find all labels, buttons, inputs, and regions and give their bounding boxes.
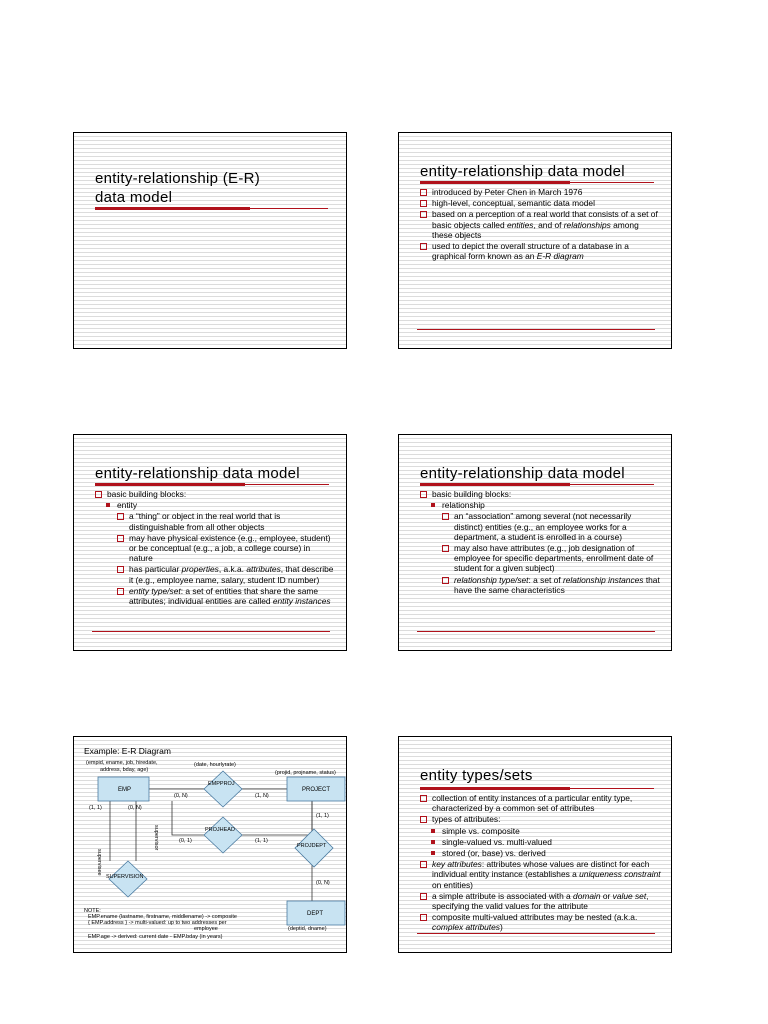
sub-bullet: simple vs. composite <box>420 826 661 836</box>
bullet: based on a perception of a real world that consists of a set of basic objects called entities, and of relationships among these objects <box>420 209 661 240</box>
relationship-empproj <box>204 771 242 807</box>
title-underline <box>420 787 570 790</box>
bullet: collection of entity instances of a particular entity type, characterized by a common set of attributes <box>420 793 661 813</box>
role-supervisor: supervisor <box>153 825 159 851</box>
bullet: composite multi-valued attributes may be nested (a.k.a. complex attributes) <box>420 912 661 932</box>
note-line: employee <box>194 926 218 932</box>
slide-title: entity-relationship data model <box>95 465 300 482</box>
diagram-title: Example: E-R Diagram <box>84 746 171 756</box>
bullet-list <box>420 187 661 262</box>
cardinality: (1, 1) <box>316 813 329 819</box>
bullet: used to depict the overall structure of a database in a graphical form known as an E-R diagram <box>420 241 661 261</box>
slide-intro <box>398 132 672 349</box>
emp-attributes: (empid, ename, job, hiredate, <box>86 760 158 766</box>
relationship-supervision-label: SUPERVISION <box>106 874 144 880</box>
slide-relationship <box>398 434 672 651</box>
sub-bullet: single-valued vs. multi-valued <box>420 837 661 847</box>
title-underline-thin <box>570 484 654 485</box>
footer-rule <box>417 329 655 330</box>
cardinality: (0, N) <box>128 805 142 811</box>
note-line: EMP.age -> derived: current date - EMP.bday (in years) <box>88 934 223 940</box>
role-supervisee: supervisee <box>96 849 102 876</box>
entity-dept-label: DEPT <box>307 911 324 917</box>
bullet-list <box>95 489 336 607</box>
cardinality: (0, 1) <box>179 838 192 844</box>
title-underline-thin <box>570 788 654 789</box>
title-underline <box>95 207 250 210</box>
slide-title: entity-relationship data model <box>420 465 625 482</box>
line-emp-projhead <box>172 801 206 835</box>
sub-sub-bullet: entity type/set: a set of entities that share the same attributes; individual entities are called entity instances <box>95 586 336 606</box>
footer-rule <box>417 933 655 934</box>
slide-er-diagram <box>73 736 347 953</box>
footer-rule <box>92 631 330 632</box>
sub-sub-bullet: relationship type/set: a set of relationship instances that have the same characteristics <box>420 575 661 595</box>
slide-title-line2: data model <box>95 189 173 206</box>
title-underline-thin <box>245 484 329 485</box>
dept-attributes: (deptid, dname) <box>288 926 327 932</box>
project-attributes: (projid, projname, status) <box>275 770 336 776</box>
slide-title <box>73 132 347 349</box>
cardinality: (1, 1) <box>255 838 268 844</box>
cardinality: (1, 1) <box>89 805 102 811</box>
note-heading: NOTE: <box>84 908 101 914</box>
sub-bullet: entity <box>95 500 336 510</box>
sub-sub-bullet: a “thing” or object in the real world that is distinguishable from all other objects <box>95 511 336 531</box>
bullet: basic building blocks: <box>420 489 661 499</box>
bullet-list <box>420 489 661 596</box>
sub-bullet: relationship <box>420 500 661 510</box>
slide-entity <box>73 434 347 651</box>
bullet: a simple attribute is associated with a domain or value set, specifying the valid values for the attribute <box>420 891 661 911</box>
empproj-attributes: (date, hourlyrate) <box>194 762 236 768</box>
bullet: key attributes: attributes whose values are distinct for each individual entity instance (establishes a uniqueness constraint on entities) <box>420 859 661 890</box>
sub-sub-bullet: may have physical existence (e.g., employee, student) or be conceptual (e.g., a job, a college course) in nature <box>95 533 336 564</box>
bullet: high-level, conceptual, semantic data model <box>420 198 661 208</box>
bullet: types of attributes: <box>420 814 661 824</box>
slide-title-line1: entity-relationship (E-R) <box>95 170 261 187</box>
cardinality: (0, N) <box>174 793 188 799</box>
title-underline <box>95 483 245 486</box>
line-project-projhead <box>287 801 312 835</box>
cardinality: (1, N) <box>255 793 269 799</box>
note-line: EMP.ename (lastname, firstname, middlename) -> composite <box>88 914 237 920</box>
relationship-projhead <box>204 817 242 853</box>
relationship-empproj-label: EMPPROJ <box>208 781 235 787</box>
sub-bullet: stored (or, base) vs. derived <box>420 848 661 858</box>
title-underline-thin <box>250 208 328 209</box>
bullet-list <box>420 793 661 934</box>
bullet: basic building blocks: <box>95 489 336 499</box>
sub-sub-bullet: an “association” among several (not necessarily distinct) entities (e.g., an employee works for a department, a student is enrolled in a course) <box>420 511 661 542</box>
sub-sub-bullet: has particular properties, a.k.a. attributes, that describe it (e.g., employee name, salary, student ID number) <box>95 564 336 584</box>
title-underline <box>420 181 570 184</box>
cardinality: (0, N) <box>316 880 330 886</box>
sub-sub-bullet: may also have attributes (e.g., job designation of employee for specific departments, enrollment date of student for a given subject) <box>420 543 661 574</box>
bullet: introduced by Peter Chen in March 1976 <box>420 187 661 197</box>
slide-title: entity-relationship data model <box>420 163 625 180</box>
slide-title: entity types/sets <box>420 767 533 784</box>
title-underline <box>420 483 570 486</box>
footer-rule <box>417 631 655 632</box>
entity-project-label: PROJECT <box>302 787 331 793</box>
note-line: { EMP.address } -> multi-valued: up to two addresses per <box>88 920 227 926</box>
title-underline-thin <box>570 182 654 183</box>
slide-entity-types <box>398 736 672 953</box>
emp-attributes-2: address, bday, age) <box>100 767 149 773</box>
relationship-projhead-label: PROJHEAD <box>205 827 235 833</box>
entity-emp-label: EMP <box>118 787 132 793</box>
relationship-projdept-label: PROJDEPT <box>297 843 327 849</box>
